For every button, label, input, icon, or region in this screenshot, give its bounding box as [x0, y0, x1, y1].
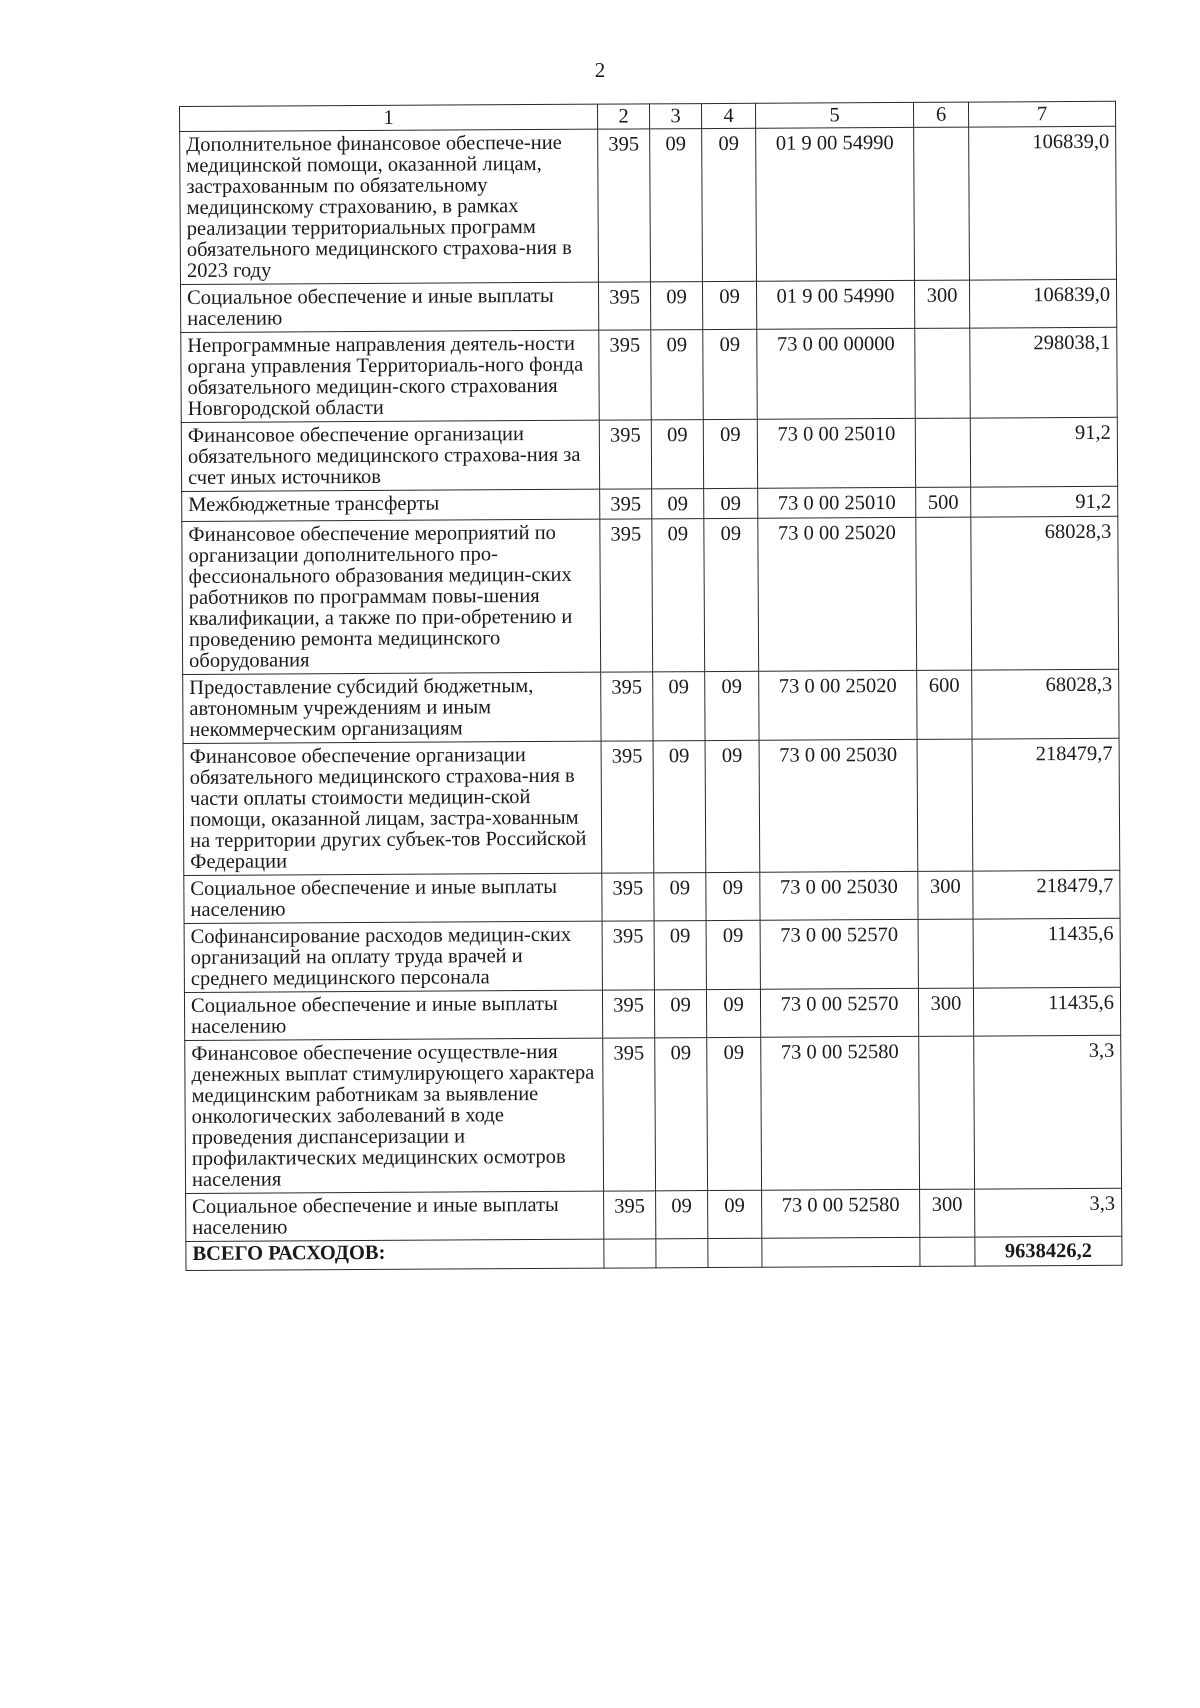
table-row — [180, 279, 1116, 332]
amount-cell: 3,3 — [975, 1188, 1122, 1237]
grbs-code-cell: 395 — [599, 330, 652, 420]
amount-cell: 218479,7 — [973, 870, 1120, 919]
table-row — [181, 417, 1117, 491]
expense-type-cell: 600 — [917, 670, 972, 739]
subsection-code-cell: 09 — [706, 920, 760, 989]
column-number: 1 — [180, 104, 598, 131]
grbs-code-cell: 395 — [604, 1191, 656, 1239]
total-sum: 9638426,2 — [975, 1236, 1122, 1266]
table-row — [181, 327, 1117, 422]
amount-cell: 68028,3 — [972, 669, 1119, 739]
expense-type-cell — [916, 517, 972, 670]
section-code-cell: 09 — [654, 990, 706, 1038]
table-row — [184, 987, 1120, 1040]
subsection-code-cell: 09 — [707, 1037, 762, 1190]
expense-type-cell: 300 — [918, 988, 973, 1036]
expense-name-cell: Межбюджетные трансферты — [182, 489, 600, 521]
column-number: 7 — [968, 101, 1115, 127]
table-row — [184, 918, 1120, 992]
table-row — [184, 870, 1120, 923]
empty-cell — [656, 1239, 708, 1268]
subsection-code-cell: 09 — [704, 488, 758, 518]
grbs-code-cell: 395 — [598, 282, 650, 330]
table-row — [180, 126, 1117, 284]
section-code-cell: 09 — [652, 519, 705, 672]
subsection-code-cell: 09 — [706, 989, 760, 1037]
section-code-cell: 09 — [653, 741, 706, 873]
section-code-cell: 09 — [651, 330, 704, 420]
expense-type-cell — [917, 739, 973, 871]
grbs-code-cell: 395 — [602, 990, 654, 1038]
table-body — [180, 126, 1122, 1241]
expense-name-cell: Финансовое обеспечение осуществле-ния денежных выплат стимулирующего характера медицинским работникам за выявление онкологических заболеваний в ходе проведения диспансеризации и профилактических медицинских осмотров населения — [185, 1038, 604, 1193]
table-row — [183, 669, 1119, 743]
table-row — [182, 516, 1119, 674]
subsection-code-cell: 09 — [705, 740, 760, 872]
expense-type-cell — [914, 127, 970, 280]
target-article-cell: 01 9 00 54990 — [756, 280, 914, 329]
target-article-cell: 73 0 00 52580 — [762, 1189, 920, 1238]
section-code-cell: 09 — [650, 129, 703, 282]
target-article-cell: 73 0 00 00000 — [757, 328, 916, 419]
amount-cell: 68028,3 — [971, 516, 1119, 670]
column-number: 2 — [597, 104, 649, 129]
expense-name-cell: Социальное обеспечение и иные выплаты населению — [186, 1191, 604, 1241]
subsection-code-cell: 09 — [702, 128, 757, 281]
table-row — [183, 738, 1120, 875]
section-code-cell: 09 — [656, 1191, 708, 1239]
expense-name-cell: Софинансирование расходов медицин-ских организаций на оплату труда врачей и среднего медицинского персонала — [184, 921, 602, 992]
amount-cell: 11435,6 — [973, 987, 1120, 1036]
empty-cell — [920, 1237, 975, 1266]
expense-type-cell — [915, 418, 970, 487]
expense-name-cell: Предоставление субсидий бюджетным, автономным учреждениям и иным некоммерческим организациям — [183, 672, 601, 743]
table-row — [185, 1035, 1122, 1193]
grbs-code-cell: 395 — [600, 519, 653, 672]
subsection-code-cell: 09 — [705, 671, 759, 740]
column-number: 5 — [755, 102, 913, 128]
expense-type-cell — [919, 1036, 975, 1189]
expense-name-cell: Финансовое обеспечение мероприятий по организации дополнительного про-фессионального образования медицин-ских работников по программам повы-шения квалификации, а также по при-обретению и проведению ремонта медицинского оборудования — [182, 519, 601, 674]
total-label: ВСЕГО РАСХОДОВ: — [186, 1239, 604, 1270]
expenditure-table — [179, 101, 1122, 1271]
expense-type-cell: 300 — [914, 280, 969, 328]
grbs-code-cell: 395 — [600, 489, 652, 519]
grbs-code-cell: 395 — [599, 420, 651, 489]
empty-cell — [708, 1238, 762, 1267]
target-article-cell: 73 0 00 52570 — [760, 988, 918, 1037]
amount-cell: 11435,6 — [973, 918, 1120, 988]
grbs-code-cell: 395 — [601, 741, 654, 873]
amount-cell: 3,3 — [974, 1035, 1122, 1189]
section-code-cell: 09 — [653, 672, 705, 741]
section-code-cell: 09 — [654, 921, 706, 990]
expense-name-cell: Непрограммные направления деятель-ности органа управления Территориаль-ного фонда обязательного медицин-ского страхования Новгородской области — [181, 330, 599, 422]
grbs-code-cell: 395 — [602, 921, 654, 990]
subsection-code-cell: 09 — [702, 281, 756, 329]
amount-cell: 298038,1 — [970, 327, 1118, 418]
target-article-cell: 73 0 00 25020 — [758, 517, 917, 671]
subsection-code-cell: 09 — [706, 872, 760, 920]
expense-type-cell: 300 — [920, 1189, 975, 1237]
amount-cell: 218479,7 — [972, 738, 1120, 871]
column-number: 6 — [913, 102, 968, 127]
section-code-cell: 09 — [654, 873, 706, 921]
subsection-code-cell: 09 — [708, 1190, 762, 1238]
empty-cell — [604, 1239, 656, 1268]
expense-name-cell: Социальное обеспечение и иные выплаты населению — [184, 873, 602, 923]
expense-type-cell — [915, 328, 971, 418]
target-article-cell: 73 0 00 52570 — [760, 919, 918, 989]
target-article-cell: 73 0 00 52580 — [761, 1036, 920, 1190]
section-code-cell: 09 — [655, 1038, 708, 1191]
amount-cell: 91,2 — [971, 486, 1118, 517]
expense-name-cell: Дополнительное финансовое обеспече-ние медицинской помощи, оказанной лицам, застрахованным по обязательному медицинскому страхованию, в рамках реализации территориальных программ обязательного медицинского страхова-ния в 2023 году — [180, 129, 599, 284]
grbs-code-cell: 395 — [601, 672, 653, 741]
page-number: 2 — [594, 58, 606, 82]
expense-type-cell — [918, 919, 973, 988]
expense-name-cell: Социальное обеспечение и иные выплаты населению — [180, 282, 598, 332]
subsection-code-cell: 09 — [703, 419, 757, 488]
amount-cell: 91,2 — [970, 417, 1117, 487]
subsection-code-cell: 09 — [703, 329, 758, 419]
expense-type-cell: 300 — [918, 871, 973, 919]
grbs-code-cell: 395 — [598, 129, 651, 282]
column-number: 3 — [649, 104, 701, 129]
amount-cell: 106839,0 — [969, 126, 1117, 280]
expense-name-cell: Финансовое обеспечение организации обязательного медицинского страхова-ния за счет иных источников — [181, 420, 599, 491]
grbs-code-cell: 395 — [603, 1038, 656, 1191]
target-article-cell: 73 0 00 25020 — [759, 670, 917, 740]
section-code-cell: 09 — [651, 420, 703, 489]
grbs-code-cell: 395 — [602, 873, 654, 921]
expense-name-cell: Социальное обеспечение и иные выплаты населению — [184, 990, 602, 1040]
section-code-cell: 09 — [652, 489, 704, 519]
amount-cell: 106839,0 — [969, 279, 1116, 328]
expense-name-cell: Финансовое обеспечение организации обязательного медицинского страхова-ния в части оплаты стоимости медицин-ской помощи, оказанной лицам, застра-хованным на территории других субъек-тов Российской Федерации — [183, 741, 602, 875]
target-article-cell: 73 0 00 25030 — [760, 871, 918, 920]
column-number: 4 — [701, 103, 755, 128]
empty-cell — [762, 1237, 920, 1267]
table-row — [186, 1188, 1122, 1241]
target-article-cell: 73 0 00 25010 — [757, 418, 915, 488]
subsection-code-cell: 09 — [704, 518, 759, 671]
target-article-cell: 01 9 00 54990 — [756, 127, 915, 281]
target-article-cell: 73 0 00 25010 — [758, 487, 916, 518]
target-article-cell: 73 0 00 25030 — [759, 739, 918, 872]
expense-type-cell: 500 — [916, 487, 971, 517]
section-code-cell: 09 — [650, 282, 702, 330]
total-row — [186, 1236, 1122, 1270]
